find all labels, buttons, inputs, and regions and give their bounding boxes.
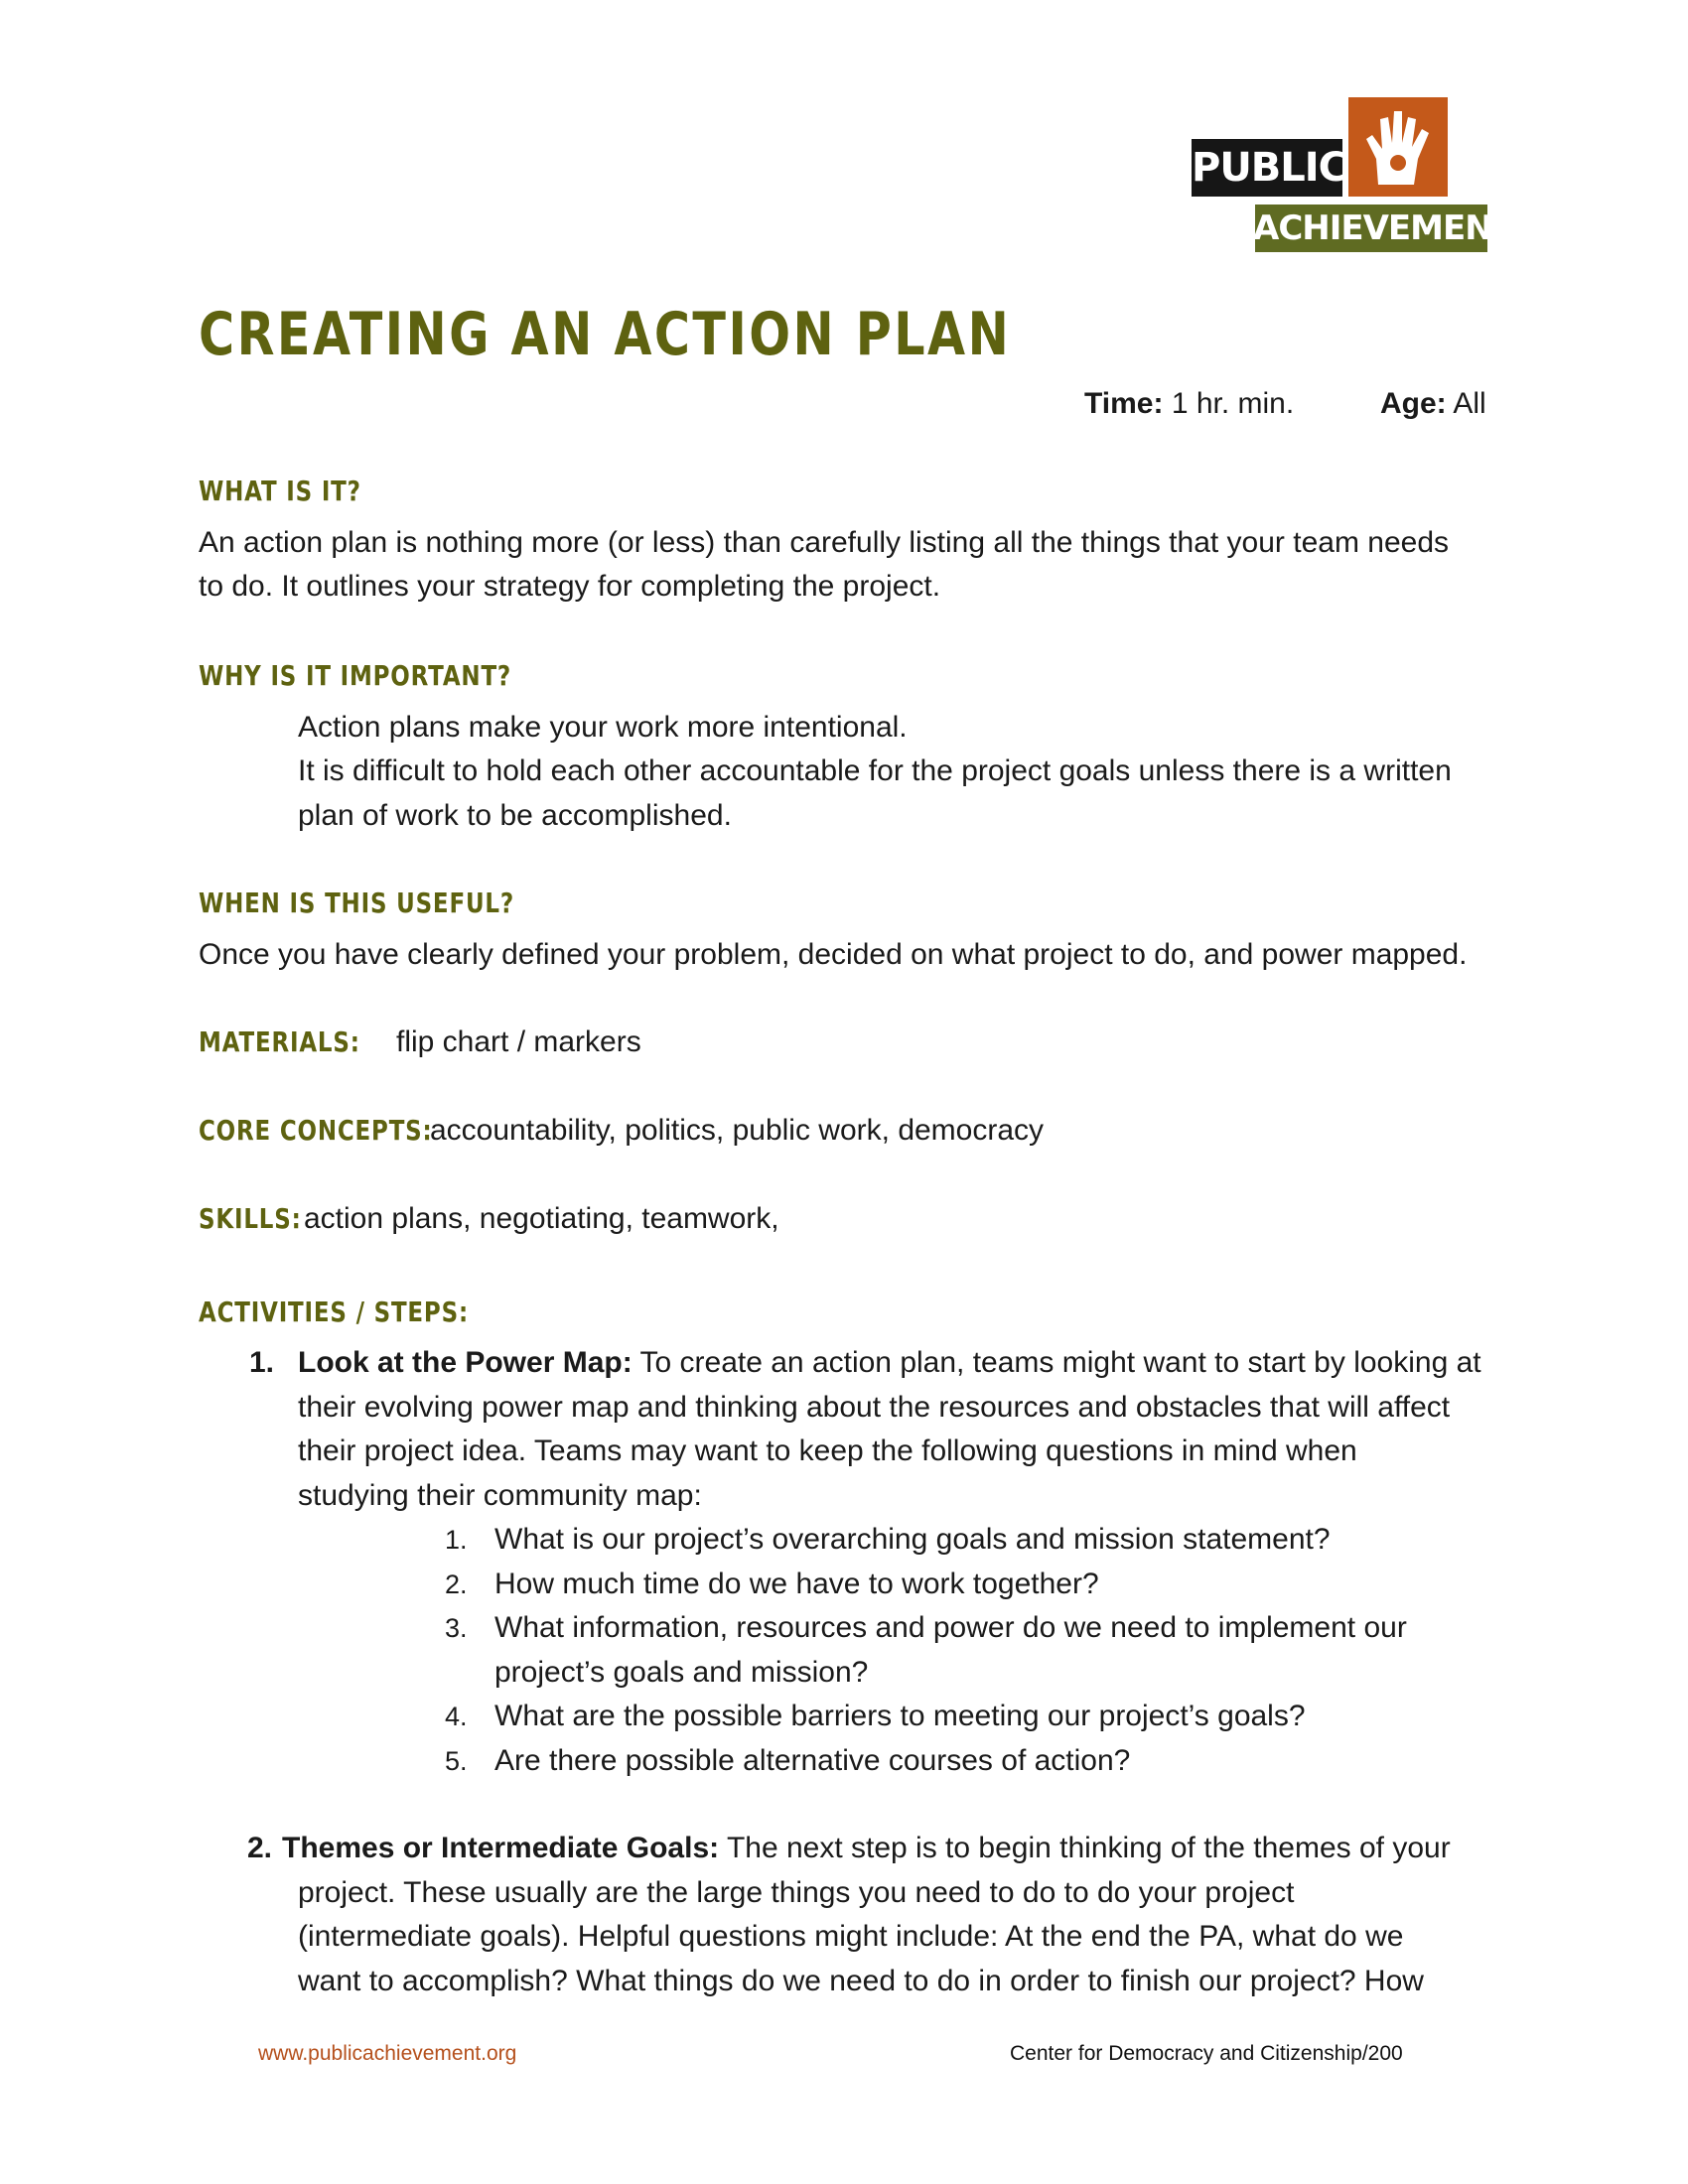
logo-achievement-text: ACHIEVEMENT [1253, 208, 1514, 248]
step1-line-2: their evolving power map and thinking about the resources and obstacles that will affect [298, 1391, 1451, 1424]
age-label: Age: [1380, 387, 1447, 420]
logo-public-text: PUBLIC [1192, 145, 1347, 191]
core-concepts-value: accountability, politics, public work, democracy [430, 1114, 1045, 1147]
why-heading: WHY IS IT IMPORTANT? [199, 659, 512, 692]
step2-line-3: (intermediate goals). Helpful questions might include: At the end the PA, what do we [298, 1920, 1404, 1953]
step2-first-text: The next step is to begin thinking of the themes of your [726, 1832, 1451, 1864]
question-5-number: 5. [445, 1746, 468, 1776]
step2-title: Themes or Intermediate Goals: [282, 1832, 720, 1864]
footer-organization: Center for Democracy and Citizenship/200 [1010, 2042, 1403, 2065]
materials-row [199, 1021, 395, 1065]
logo-hand-box [1348, 97, 1448, 197]
materials-label: MATERIALS: [199, 1025, 360, 1058]
when-line: Once you have clearly defined your problem, decided on what project to do, and power mapped. [199, 938, 1468, 971]
question-3-text-line-2: project’s goals and mission? [494, 1656, 869, 1689]
materials-value: flip chart / markers [396, 1025, 641, 1058]
question-3-number: 3. [445, 1613, 468, 1643]
question-4-number: 4. [445, 1702, 468, 1731]
what-heading: WHAT IS IT? [199, 475, 361, 507]
question-3-text-line-1: What information, resources and power do we need to implement our [494, 1611, 1407, 1644]
why-line-2: It is difficult to hold each other accountable for the project goals unless there is a written [298, 754, 1452, 787]
public-achievement-logo [1192, 97, 1514, 256]
step1-title: Look at the Power Map: [298, 1346, 633, 1379]
step2-line-2: project. These usually are the large things you need to do to do your project [298, 1876, 1295, 1909]
step1-first-text: To create an action plan, teams might want to start by looking at [639, 1346, 1481, 1379]
time-value: 1 hr. min. [1171, 387, 1295, 420]
age-meta [1380, 387, 1486, 421]
question-2-text: How much time do we have to work together? [494, 1568, 1099, 1600]
when-heading: WHEN IS THIS USEFUL? [199, 887, 515, 919]
footer-website-link[interactable]: www.publicachievement.org [258, 2042, 517, 2065]
question-1-text: What is our project’s overarching goals and mission statement? [494, 1523, 1331, 1556]
hand-icon [1348, 97, 1448, 197]
step1-number: 1. [249, 1346, 275, 1379]
what-line-2: to do. It outlines your strategy for completing the project. [199, 570, 941, 603]
skills-value: action plans, negotiating, teamwork, [304, 1202, 779, 1235]
question-5-text: Are there possible alternative courses of action? [494, 1744, 1131, 1777]
step2-line-4: want to accomplish? What things do we need to do in order to finish our project? How [298, 1965, 1424, 1997]
time-meta [1084, 387, 1294, 421]
step1-line-3: their project idea. Teams may want to keep the following questions in mind when [298, 1434, 1357, 1467]
question-4-text: What are the possible barriers to meeting our project’s goals? [494, 1700, 1306, 1732]
time-label: Time: [1084, 387, 1164, 420]
step2-first-line [282, 1827, 1451, 1871]
step1-line-4: studying their community map: [298, 1479, 702, 1512]
why-line-1: Action plans make your work more intentional. [298, 711, 908, 744]
core-concepts-label: CORE CONCEPTS: [199, 1114, 433, 1147]
activities-heading: ACTIVITIES / STEPS: [199, 1296, 469, 1328]
question-2-number: 2. [445, 1570, 468, 1599]
page-title: CREATING AN ACTION PLAN [199, 300, 1012, 369]
skills-label: SKILLS: [199, 1202, 302, 1235]
step2-number: 2. [247, 1832, 273, 1864]
what-line-1: An action plan is nothing more (or less) than carefully listing all the things that your team needs [199, 526, 1450, 559]
why-line-3: plan of work to be accomplished. [298, 799, 732, 832]
age-value: All [1453, 387, 1486, 420]
step1-first-line [298, 1341, 1481, 1386]
question-1-number: 1. [445, 1525, 468, 1555]
